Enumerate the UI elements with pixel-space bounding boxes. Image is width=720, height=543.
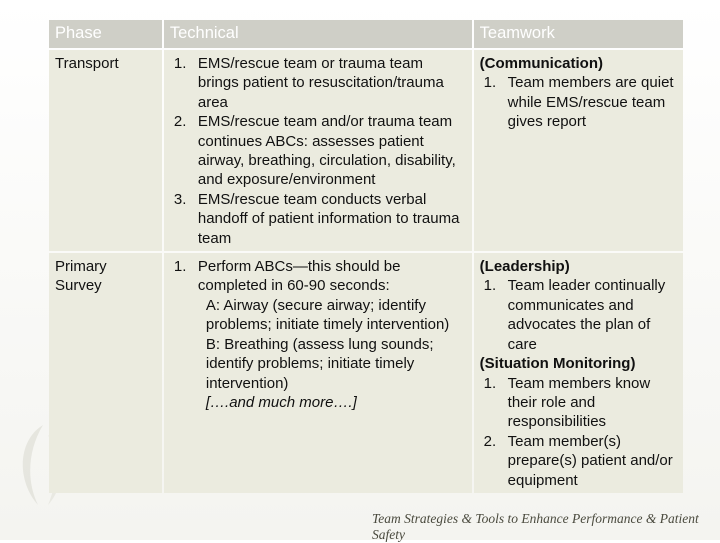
- header-technical: Technical: [164, 20, 472, 48]
- sub-item: A: Airway (secure airway; identify problems; initiate timely intervention): [205, 296, 450, 334]
- teamwork-cell: [474, 253, 683, 493]
- technical-list: [170, 54, 466, 248]
- footer-tagline: Team Strategies & Tools to Enhance Performance & Patient Safety: [372, 511, 699, 542]
- teamwork-heading: (Situation Monitoring): [479, 355, 636, 373]
- list-item: 1. Team members know their role and responsibilities: [483, 374, 651, 431]
- technical-cell: [164, 50, 472, 251]
- phase-table: [47, 18, 685, 495]
- technical-cell: [164, 253, 472, 493]
- teamwork-list: [480, 374, 677, 490]
- teamwork-list: [480, 73, 677, 131]
- list-item: 2. EMS/rescue team and/or trauma team continues ABCs: assesses patient airway, breathing, circulation, disability, and exposure/environment: [173, 113, 456, 189]
- table-header-row: [49, 20, 683, 48]
- header-phase: Phase: [49, 20, 162, 48]
- teamwork-heading: (Leadership): [479, 258, 570, 276]
- teamwork-heading: (Communication): [479, 55, 603, 72]
- technical-list: [170, 257, 466, 296]
- more-note: [….and much more….]: [205, 393, 357, 411]
- list-item: 1. Team leader continually communicates and advocates the plan of care: [483, 277, 666, 353]
- phase-cell: Primary Survey: [49, 253, 162, 493]
- list-item: 3. EMS/rescue team conducts verbal handoff of patient information to trauma team: [173, 190, 460, 247]
- header-teamwork: Teamwork: [474, 20, 683, 48]
- teamwork-cell: [474, 50, 683, 251]
- list-item: 1. EMS/rescue team or trauma team brings patient to resuscitation/trauma area: [173, 55, 444, 111]
- table-row: [49, 253, 683, 493]
- table-row: [49, 50, 683, 251]
- sub-item: B: Breathing (assess lung sounds; identify problems; initiate timely intervention): [205, 335, 434, 392]
- list-item: 1. Perform ABCs—this should be completed in 60-90 seconds:: [173, 258, 401, 295]
- teamwork-list: [480, 276, 677, 354]
- list-item: 2. Team member(s) prepare(s) patient and/or equipment: [483, 432, 673, 489]
- phase-cell: Transport: [49, 50, 162, 251]
- list-item: 1. Team members are quiet while EMS/rescue team gives report: [483, 74, 674, 131]
